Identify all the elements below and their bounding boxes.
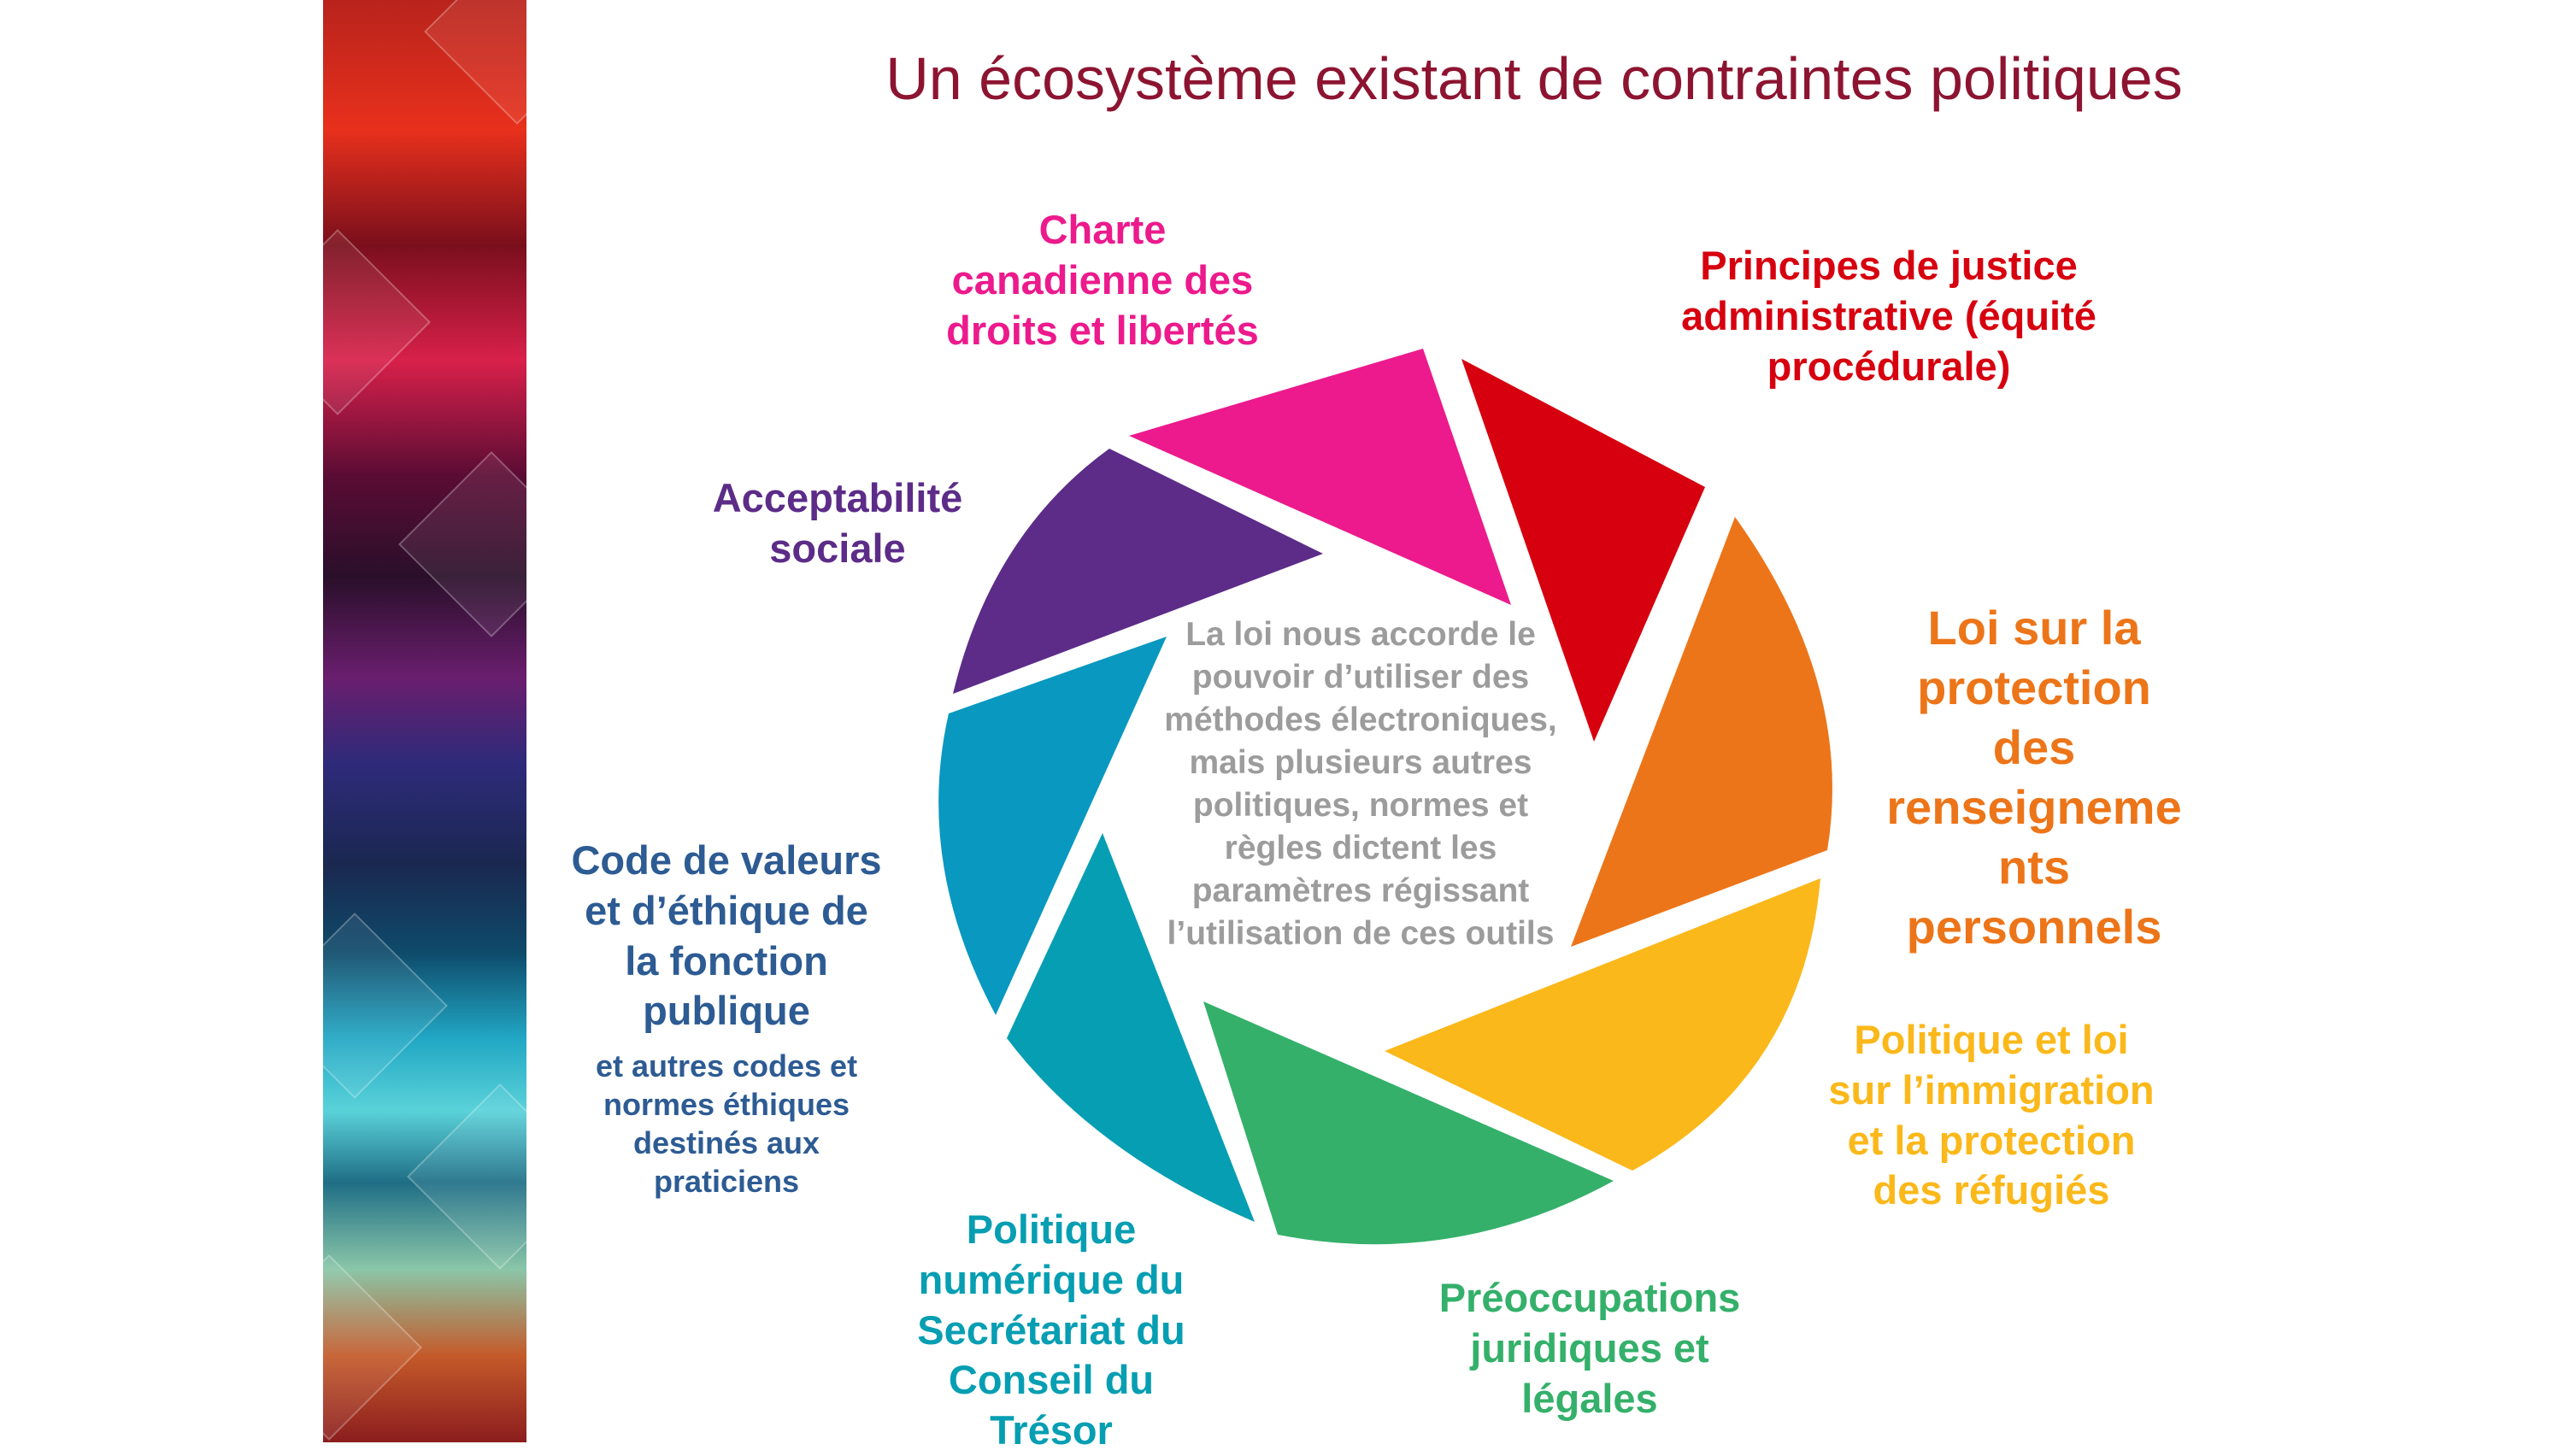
label-charte: Charte canadienne des droits et libertés	[946, 207, 1259, 353]
label-acceptabilite: Acceptabilité sociale	[712, 475, 963, 571]
page-title: Un écosystème existant de contraintes politiques	[885, 45, 2183, 112]
label-renseignements: Loi sur la protection des renseigneme nts personnels	[1886, 601, 2182, 954]
label-valeurs: Code de valeurs et d’éthique de la fonction publique	[571, 837, 882, 1034]
label-justice: Principes de justice administrative (équité procédurale)	[1681, 243, 2096, 389]
center-text: La loi nous accorde le pouvoir d’utiliser des méthodes électroniques, mais plusieurs autres politiques, normes et règles dictent les paramètres régissant l’utilisation de ces outils	[1164, 616, 1557, 952]
label-immigration: Politique et loi sur l’immigration et la protection des réfugiés	[1828, 1017, 2155, 1213]
label-valeurs-sub: et autres codes et normes éthiques destinés aux praticiens	[595, 1048, 858, 1199]
label-numerique: Politique numérique du Secrétariat du Conseil du Trésor	[917, 1206, 1185, 1453]
label-juridiques: Préoccupations juridiques et légales	[1438, 1275, 1741, 1421]
